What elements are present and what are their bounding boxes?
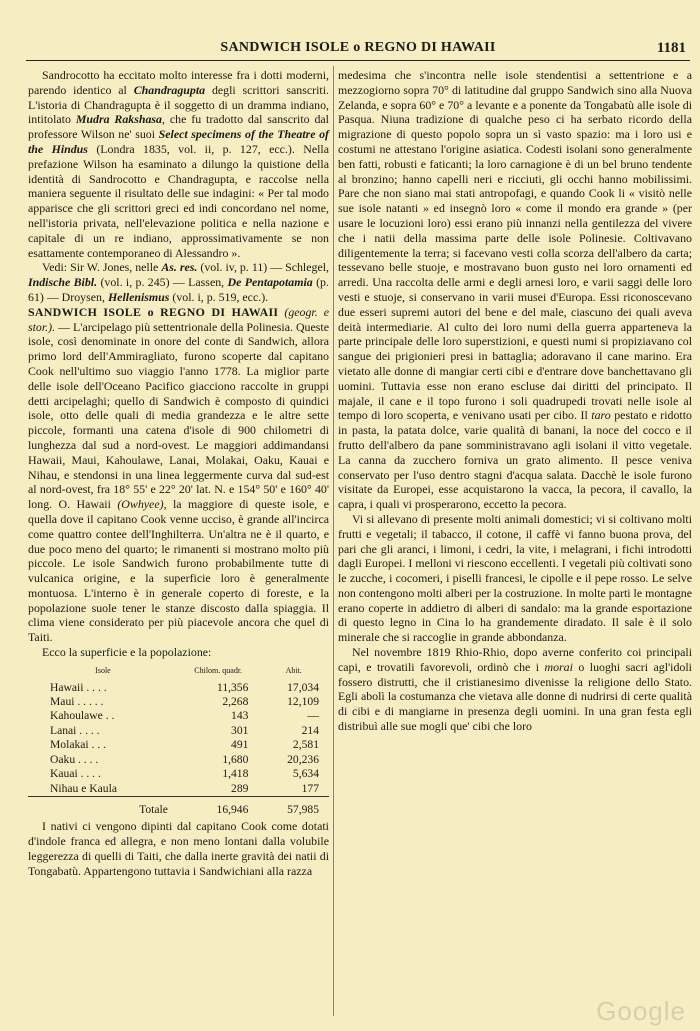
- table-header: Isole: [95, 665, 111, 675]
- population-table: [28, 664, 329, 817]
- paragraph-references: Vedi: Sir W. Jones, nelle As. res. (vol. iv, p. 11) — Schlegel, Indische Bibl. (vol. i, p. 245) — Lassen, De Pentapotamia (p. 61) — Droysen, Hellenismus (vol. i, p. 519, ecc.).: [28, 260, 330, 304]
- table-row: Maui . . . . . 2,268 12,109: [50, 695, 319, 709]
- table-row: Oaku . . . . 1,680 20,236: [50, 752, 319, 766]
- paragraph-sandrocotto: Sandrocotto ha eccitato molto interesse fra i dotti moderni, parendo identico al Chandragupta degli scrittori sanscriti. L'istoria di Chandragupta è il soggetto di un dramma indiano, intitolato Mudra Rakshasa, che fu tradotto dal sanscrito dal professore Wilson ne' suoi Select specimens of the Theatre of the Hindus (Londra 1835, vol. ii, p. 127, ecc.). Nella prefazione Wilson ha esaminato a dilungo la quistione della identità di Sandrocotto e Chandragupta, e raccolse nella maniera seguente il risultato delle sue indagini: « Per tal modo apparisce che gli scrittori greci ed indi concordano nel nome, nell'istoria privata, nell'elevazione politica e nella nazione e capitale di un re indiano, approssimativamente se non esattamente contemporaneo di Alessandro ».: [28, 68, 329, 260]
- header-title: SANDWICH ISOLE o REGNO DI HAWAII: [220, 40, 496, 55]
- entry-headword: SANDWICH ISOLE o REGNO DI HAWAII: [28, 304, 279, 319]
- right-column: [338, 68, 692, 734]
- table-row: Nihau e Kaula 289 177: [50, 781, 319, 795]
- table-header: Abit.: [285, 665, 302, 675]
- table-total-row: Totale 16,946 57,985: [28, 796, 329, 817]
- entry-sandwich-isole: SANDWICH ISOLE o REGNO DI HAWAII (geogr. e stor.). — L'arcipelago più settentrionale della Polinesia. Queste isole, così denominate in onore del conte di Sandwich, allora primo lord dell'Ammiragliato, furono scoperte dal capitano Cook nell'ultimo suo viaggio l'anno 1778. La miglior parte delle isole dell'Oceano Pacifico giacciono raccolte in gruppi detti arcipelaghi; quello di Sandwich è composto di quindici isole, otto delle quali di media grandezza e le altre sette piccole, formanti una catena d'isole di 900 chilometri di lunghezza dal sud a nord-ovest. Le maggiori addimandansi Hawaii, Maui, Kahoulawe, Lanai, Molakai, Oaku, Kauai e Nihau, e stendonsi in una linea leggermente curva dal sud-est al nord-ovest, fra 18° 55' e 22° 20' lat. N. e 154° 50' e 160° 40' long. O. Hawaii (Owhyee), la maggiore di queste isole, e quella dove il capitano Cook venne ucciso, è grande all'incirca come quattro contee dell'Inghilterra. Un'altra ne è il quarto, e due poco meno del quarto; le rimanenti si mostrano molto più piccole. Le isole Sandwich furono probabilmente tutte di vulcanica origine, e la superficie loro è generalmente montuosa. L'interno è in generale coperto di foreste, e la popolazione suole tener le stanze discosto dalla spiaggia. Il clima viene considerato per più piacevole ancora che quel di Taiti.: [28, 304, 329, 645]
- column-divider: [333, 66, 334, 1016]
- paragraph-rhio-rhio: Nel novembre 1819 Rhio-Rhio, dopo averne conferito coi principali capi, e trovatili favorevoli, ordinò che i morai o luoghi sacri agl'idoli fossero distrutti, che il cristianesimo divenisse la religione dello Stato. Egli abolì la costumanza che vietava alle donne di nudrirsi di certe qualità di cibi e di mangiarne in presenza degli uomini. In una gran festa egli distribuì alle sue mogli que' cibi che loro: [338, 645, 692, 734]
- table-row: Hawaii . . . . 11,356 17,034: [50, 680, 319, 694]
- table-row: Kauai . . . . 1,418 5,634: [50, 767, 319, 781]
- google-watermark: Google: [596, 996, 686, 1026]
- table-row: Kahoulawe . . 143 —: [50, 709, 319, 723]
- table-header: Chilom. quadr.: [194, 665, 243, 675]
- paragraph-agriculture: Vi si allevano di presente molti animali domestici; vi si coltivano molti frutti e vegetali; il tabacco, il cotone, il caffè vi fanno buona prova, del pari che gli aranci, i limoni, i cedri, la vite, i melagrani, i fichi introdotti dagli Europei. I melloni vi riescono eccellenti. I vegetali più coltivati sono le zucche, i cocomeri, i piselli francesi, le cipolle e il pepe rosso. Le selve non contengono molti alberi per la costruzione. In molte parti le montagne erano coperte in addietro di alberi di sandalo: ma la grande esportazione di questo legno in Cina lo ha grandemente diradato. Il sale è il solo minerale che si raccoglie in grande abbondanza.: [338, 511, 692, 645]
- paragraph-origins: medesima che s'incontra nelle isole stendentisi a settentrione e a mezzogiorno sopra 70° di latitudine dal gruppo Sandwich sino alla Nuova Zelanda, e sopra 60° e 70° a levante e a ponente da Tongabatù alle isole di Pasqua. Niuna tradizione di qualche peso ci ha serbato ricordo della migrazione di questo popolo sopra un sì vasto spazio: ma i loro usi e costumi ne attestano l'origine asiatica. Codesti isolani sono generalmente ben fatti, robusti e faticanti; la loro carnagione è di un bel bruno tendente al bronzino; hanno capelli neri e ricciuti, gli occhi hanno mobilissimi. Pare che non siano mai stati antropofagi, e quando Cook li « visitò nelle sue isole natanti » ed insegnò loro « come il mondo era grande » (per usare le locuzioni loro) essi erano più innanzi nella gentilezza del vivere che i natii della massima parte delle isole Polinesie. Coltivavano diligentemente la terra; si facevano vesti colla scorza dell'albero da carta; tessevano belle stuoje, e mostravano buon gusto nei loro ornamenti ed arredi. Una raccolta delle armi e degli arnesi loro, e varii saggi delle loro vesti e stuoje, si conservano in varii musei d'Europa. Essi riconoscevano due esseri supremi autori del bene e del male, ciascuno dei quali aveva deità intermediarie. Al culto dei loro numi della guerra apparteneva la parte principale delle loro superstizioni, e questi numi si propiziavano col sangue dei prigionieri presi in battaglia; adoravano il cane marino. Era vietato alle donne di mangiar certi cibi e d'entrare dove banchettavano gli uomini. Tuttavia esse non erano escluse dai diritti del principato. Il majale, il cane e il topo furono i soli quadrupedi trovati nelle isole al tempo di loro scoperta, e venivano usati per cibo. Il taro pestato e ridotto in pasta, la patata dolce, varie qualità di banani, la noce del cocco e il frutto dell'albero da pane somministravano agli isolani il vitto vegetale. La canna da zucchero forniva un grato alimento. Il pesce veniva conservato per l'uso dentro stagni d'acqua salata. Dacchè le isole furono visitate da Europei, esse acquistarono la vacca, la pecora, il cavallo, la capra, i quali vi prosperarono, eccetto la pecora.: [338, 68, 692, 512]
- table-row: Lanai . . . . 301 214: [50, 723, 319, 737]
- table-row: Molakai . . . 491 2,581: [50, 738, 319, 752]
- paragraph-table-intro: Ecco la superficie e la popolazione:: [42, 645, 212, 660]
- paragraph-natives: I nativi ci vengono dipinti dal capitano Cook come dotati d'indole franca ed allegra, e non meno lontani dalla volubile leggerezza di quelli di Taiti, che dalla inerte gravità dei natii di Tongabatù. Appartengono tuttavia i Sandwichiani alla razza: [28, 819, 329, 878]
- running-header: [26, 38, 690, 61]
- table-header-row: [28, 664, 329, 681]
- left-column: [28, 68, 329, 879]
- page-number: 1181: [656, 40, 686, 56]
